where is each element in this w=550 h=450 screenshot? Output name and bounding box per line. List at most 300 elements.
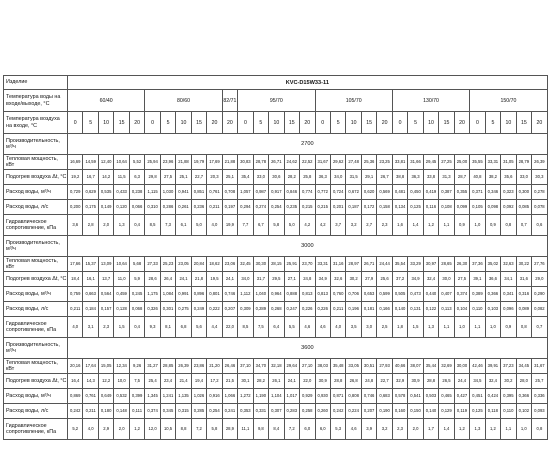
water-temp-label: Температура воды на входе/выходе, °C — [4, 90, 68, 112]
data-cell: 0,9 — [501, 317, 516, 338]
data-cell: 23,96 — [160, 155, 175, 170]
data-cell: 0,9 — [454, 215, 469, 236]
data-cell: 7,5 — [253, 317, 268, 338]
data-cell: 0,729 — [68, 185, 83, 200]
data-cell: 1,115 — [145, 185, 160, 200]
data-cell: 0,242 — [330, 404, 345, 419]
data-cell: 25,8 — [300, 170, 315, 185]
data-row — [4, 389, 548, 404]
row-label: Подогрев воздуха Δt, °C — [4, 170, 68, 185]
data-cell: 30,9 — [408, 374, 423, 389]
data-row — [4, 272, 548, 287]
air-temp-value: 10 — [423, 112, 438, 134]
data-cell: 0,066 — [129, 200, 144, 215]
data-cell: 0,180 — [98, 404, 113, 419]
data-cell: 6,1 — [176, 215, 191, 236]
data-cell: 35,02 — [485, 257, 500, 272]
data-cell: 1,190 — [253, 389, 268, 404]
data-cell: 2,0 — [408, 419, 423, 440]
data-cell: 4,4 — [207, 317, 222, 338]
data-cell: 0,235 — [284, 200, 299, 215]
data-cell: 26,1 — [269, 374, 284, 389]
data-cell: 0,211 — [68, 302, 83, 317]
data-cell: 28,0 — [516, 374, 531, 389]
data-cell: 28,2 — [284, 170, 299, 185]
data-cell: 1,3 — [114, 215, 129, 236]
data-cell: 0,300 — [516, 185, 531, 200]
data-cell: 28,78 — [253, 155, 268, 170]
data-cell: 24,62 — [284, 155, 299, 170]
data-cell: 3,5 — [346, 317, 361, 338]
data-cell: 1,017 — [284, 389, 299, 404]
data-cell: 2,3 — [98, 317, 113, 338]
air-temp-value: 0 — [238, 112, 253, 134]
data-cell: 0,6 — [532, 215, 548, 236]
data-cell: 0,336 — [532, 389, 548, 404]
data-cell: 0,759 — [68, 287, 83, 302]
data-cell: 27,10 — [300, 359, 315, 374]
data-cell: 2,0 — [98, 215, 113, 236]
data-row — [4, 317, 548, 338]
data-cell: 1,0 — [516, 419, 531, 440]
data-cell: 0,451 — [470, 389, 485, 404]
data-cell: 0,089 — [516, 302, 531, 317]
data-cell: 1,030 — [160, 185, 175, 200]
row-label: Гидравлическое сопротивление, кПа — [4, 419, 68, 440]
data-cell: 34,9 — [408, 272, 423, 287]
data-cell: 0,149 — [98, 200, 113, 215]
data-cell: 1,2 — [129, 419, 144, 440]
data-row — [4, 374, 548, 389]
data-cell: 37,2 — [392, 272, 407, 287]
data-cell: 0,238 — [129, 185, 144, 200]
data-cell: 0,395 — [501, 389, 516, 404]
data-cell: 0,211 — [330, 302, 345, 317]
data-cell: 0,249 — [191, 302, 206, 317]
data-cell: 0,366 — [485, 287, 500, 302]
data-cell: 38,8 — [392, 170, 407, 185]
row-label: Тепловая мощность, кВт — [4, 257, 68, 272]
data-cell: 25,1 — [176, 170, 191, 185]
data-cell: 0,207 — [222, 302, 237, 317]
row-label: Тепловая мощность, кВт — [4, 359, 68, 374]
air-temp-value: 5 — [160, 112, 175, 134]
data-cell: 9,3 — [145, 317, 160, 338]
data-cell: 0,197 — [222, 200, 237, 215]
data-cell: 30,1 — [238, 374, 253, 389]
data-cell: 21,20 — [207, 359, 222, 374]
data-cell: 22,0 — [222, 317, 237, 338]
data-cell: 25,94 — [145, 155, 160, 170]
data-cell: 0,096 — [501, 302, 516, 317]
data-cell: 0,599 — [377, 287, 392, 302]
data-cell: 0,290 — [532, 287, 548, 302]
data-cell: 16,69 — [68, 155, 83, 170]
data-cell: 23,25 — [377, 155, 392, 170]
data-cell: 0,196 — [346, 302, 361, 317]
data-cell: 0,082 — [532, 302, 548, 317]
data-cell: 3,2 — [346, 215, 361, 236]
data-cell: 5,68 — [129, 257, 144, 272]
data-cell: 0,672 — [346, 185, 361, 200]
data-cell: 34,0 — [330, 170, 345, 185]
data-cell: 0,260 — [315, 404, 330, 419]
data-cell: 1,084 — [160, 287, 175, 302]
data-cell: 33,31 — [315, 257, 330, 272]
data-cell: 3,2 — [377, 419, 392, 440]
data-cell: 0,316 — [516, 287, 531, 302]
data-cell: 35,44 — [423, 359, 438, 374]
data-cell: 0,131 — [408, 302, 423, 317]
data-row — [4, 215, 548, 236]
data-cell: 31,66 — [408, 155, 423, 170]
data-cell: 4,6 — [346, 419, 361, 440]
data-cell: 0,813 — [300, 287, 315, 302]
data-cell: 5,52 — [129, 155, 144, 170]
data-cell: 30,22 — [516, 257, 531, 272]
data-cell: 31,5 — [346, 170, 361, 185]
data-cell: 4,0 — [68, 317, 83, 338]
data-cell: 0,092 — [501, 200, 516, 215]
data-cell: 37,10 — [238, 359, 253, 374]
data-cell: 0,160 — [392, 404, 407, 419]
data-cell: 35,55 — [470, 155, 485, 170]
data-cell: 20,3 — [207, 170, 222, 185]
data-cell: 26,5 — [439, 374, 454, 389]
data-cell: 25,91 — [284, 257, 299, 272]
data-cell: 0,122 — [423, 302, 438, 317]
data-cell: 0,620 — [361, 185, 376, 200]
data-cell: 0,261 — [176, 200, 191, 215]
data-cell: 0,116 — [423, 200, 438, 215]
data-cell: 0,310 — [145, 200, 160, 215]
data-cell: 0,211 — [83, 404, 98, 419]
data-cell: 0,125 — [470, 404, 485, 419]
data-cell: 31,67 — [315, 155, 330, 170]
data-cell: 0,105 — [470, 200, 485, 215]
row-label: Тепловая мощность, кВт — [4, 155, 68, 170]
data-row — [4, 257, 548, 272]
data-cell: 4,2 — [315, 215, 330, 236]
data-cell: 0,307 — [269, 404, 284, 419]
data-cell: 0,102 — [516, 404, 531, 419]
data-cell: 19,2 — [68, 170, 83, 185]
data-cell: 0,407 — [439, 287, 454, 302]
data-cell: 0,111 — [129, 404, 144, 419]
data-cell: 0,355 — [454, 185, 469, 200]
data-cell: 0,450 — [408, 185, 423, 200]
data-cell: 0,930 — [315, 389, 330, 404]
data-cell: 7,7 — [238, 215, 253, 236]
data-cell: 17,2 — [207, 374, 222, 389]
data-cell: 26,4 — [160, 272, 175, 287]
data-cell: 35,6 — [501, 170, 516, 185]
data-cell: 0,929 — [300, 389, 315, 404]
data-cell: 1,1 — [501, 419, 516, 440]
data-cell: 32,9 — [392, 374, 407, 389]
data-cell: 0,201 — [330, 200, 345, 215]
air-temp-value: 5 — [83, 112, 98, 134]
data-cell: 8,5 — [145, 215, 160, 236]
air-temp-value: 0 — [470, 112, 485, 134]
air-temp-value: 20 — [207, 112, 222, 134]
data-cell: 31,67 — [532, 359, 548, 374]
data-cell: 31,05 — [501, 155, 516, 170]
data-cell: 11,1 — [238, 419, 253, 440]
data-cell: 32,6 — [330, 272, 345, 287]
data-cell: 6,0 — [315, 419, 330, 440]
air-temp-value: 20 — [454, 112, 469, 134]
data-cell: 1,040 — [253, 287, 268, 302]
data-cell: 1,272 — [238, 389, 253, 404]
data-cell: 22,52 — [300, 155, 315, 170]
data-row — [4, 200, 548, 215]
air-temp-value: 5 — [485, 112, 500, 134]
data-cell: 29,64 — [284, 359, 299, 374]
data-cell: 0,4 — [129, 317, 144, 338]
data-cell: 7,3 — [160, 215, 175, 236]
data-cell: 0,254 — [207, 404, 222, 419]
data-cell: 0,964 — [269, 287, 284, 302]
data-cell: 0,541 — [408, 389, 423, 404]
data-cell: 23,70 — [300, 257, 315, 272]
data-cell: 17,64 — [83, 359, 98, 374]
data-cell: 0,226 — [315, 302, 330, 317]
data-cell: 0,869 — [68, 389, 83, 404]
data-cell: 1,7 — [423, 419, 438, 440]
water-temp-group: 95/70 — [238, 90, 315, 112]
productivity-row — [4, 236, 548, 257]
data-cell: 0,374 — [454, 287, 469, 302]
data-cell: 38,07 — [408, 359, 423, 374]
data-cell: 0,158 — [377, 200, 392, 215]
data-cell: 34,70 — [253, 359, 268, 374]
data-cell: 0,532 — [114, 389, 129, 404]
data-cell: 34,5 — [470, 374, 485, 389]
data-cell: 4,0 — [83, 419, 98, 440]
data-cell: 5,0 — [284, 215, 299, 236]
data-cell: 12,2 — [98, 374, 113, 389]
data-cell: 33,81 — [392, 155, 407, 170]
data-cell: 0,283 — [284, 404, 299, 419]
data-cell: 0,103 — [485, 302, 500, 317]
air-temp-value: 10 — [501, 112, 516, 134]
data-cell: 7,5 — [129, 374, 144, 389]
data-row — [4, 170, 548, 185]
data-cell: 31,6 — [516, 272, 531, 287]
data-cell: 34,1 — [501, 272, 516, 287]
data-cell: 0,129 — [439, 404, 454, 419]
data-cell: 32,69 — [439, 359, 454, 374]
air-temp-value: 20 — [129, 112, 144, 134]
data-cell: 1,4 — [439, 419, 454, 440]
data-cell: 1,4 — [408, 215, 423, 236]
data-cell: 0,118 — [485, 404, 500, 419]
productivity-label: Производительность, м³/ч — [4, 338, 68, 359]
data-cell: 4,2 — [300, 215, 315, 236]
data-cell: 26,30 — [454, 257, 469, 272]
data-cell: 0,245 — [129, 287, 144, 302]
productivity-row — [4, 338, 548, 359]
data-cell: 0,242 — [68, 404, 83, 419]
water-temp-group: 80/60 — [145, 90, 222, 112]
air-temp-value: 15 — [516, 112, 531, 134]
data-cell: 36,3 — [315, 170, 330, 185]
data-cell: 30,3 — [532, 170, 548, 185]
data-cell: 0,801 — [207, 287, 222, 302]
spec-table-container — [3, 75, 547, 440]
data-cell: 0,888 — [284, 287, 299, 302]
data-cell: 0,140 — [423, 404, 438, 419]
data-cell: 23,4 — [160, 374, 175, 389]
data-cell: 26,71 — [269, 155, 284, 170]
data-cell: 28,15 — [269, 257, 284, 272]
data-cell: 0,724 — [330, 185, 345, 200]
data-row — [4, 419, 548, 440]
data-cell: 1,0 — [485, 317, 500, 338]
data-cell: 0,505 — [392, 287, 407, 302]
data-cell: 25,00 — [454, 155, 469, 170]
air-temp-label: Температура воздуха на входе, °C — [4, 112, 68, 134]
data-cell: 1,2 — [423, 215, 438, 236]
data-cell: 1,104 — [269, 389, 284, 404]
air-temp-value: 10 — [176, 112, 191, 134]
data-cell: 3,1 — [83, 317, 98, 338]
data-cell: 28,8 — [423, 374, 438, 389]
data-cell: 0,289 — [253, 302, 268, 317]
productivity-value: 2700 — [68, 134, 548, 155]
data-cell: 4,0 — [330, 317, 345, 338]
header-row-water-temp — [4, 90, 548, 112]
data-cell: 26,46 — [222, 359, 237, 374]
data-cell: 0,184 — [83, 302, 98, 317]
data-cell: 17,69 — [207, 155, 222, 170]
data-cell: 27,93 — [377, 359, 392, 374]
data-cell: 0,473 — [408, 287, 423, 302]
data-cell: 33,0 — [516, 170, 531, 185]
row-label: Расход воды, м³/ч — [4, 185, 68, 200]
data-cell: 0,200 — [68, 200, 83, 215]
air-temp-value: 5 — [330, 112, 345, 134]
data-cell: 28,8 — [330, 374, 345, 389]
data-cell: 13,7 — [98, 272, 113, 287]
data-cell: 3,0 — [361, 317, 376, 338]
data-cell: 27,5 — [160, 170, 175, 185]
air-temp-value: 15 — [284, 112, 299, 134]
data-cell: 0,134 — [392, 200, 407, 215]
data-cell: 3,7 — [330, 215, 345, 236]
data-cell: 5,3 — [330, 419, 345, 440]
data-cell: 0,125 — [408, 200, 423, 215]
air-temp-value: 5 — [253, 112, 268, 134]
data-cell: 0,140 — [392, 302, 407, 317]
data-cell: 4,6 — [300, 317, 315, 338]
data-cell: 1,066 — [222, 389, 237, 404]
data-cell: 25,7 — [532, 374, 548, 389]
data-cell: 0,331 — [253, 404, 268, 419]
data-cell: 35,4 — [238, 170, 253, 185]
data-cell: 12,0 — [145, 419, 160, 440]
data-cell: 1,3 — [470, 419, 485, 440]
data-cell: 1,0 — [454, 317, 469, 338]
data-cell: 0,323 — [501, 185, 516, 200]
air-temp-value: 0 — [315, 112, 330, 134]
data-cell: 0,9 — [485, 215, 500, 236]
data-cell: 20,16 — [68, 359, 83, 374]
data-cell: 15,37 — [83, 257, 98, 272]
data-cell: 0,481 — [392, 185, 407, 200]
data-cell: 0,113 — [439, 302, 454, 317]
data-cell: 2,8 — [83, 215, 98, 236]
data-cell: 28,79 — [516, 155, 531, 170]
data-cell: 0,120 — [114, 200, 129, 215]
data-cell: 0,465 — [439, 389, 454, 404]
air-temp-value: 0 — [392, 112, 407, 134]
data-cell: 28,85 — [160, 359, 175, 374]
air-temp-value: 10 — [98, 112, 113, 134]
air-temp-value: 0 — [68, 112, 83, 134]
data-cell: 11,0 — [114, 272, 129, 287]
data-cell: 39,1 — [470, 272, 485, 287]
data-cell: 0,366 — [516, 389, 531, 404]
data-cell: 0,941 — [176, 185, 191, 200]
data-cell: 5,2 — [68, 419, 83, 440]
data-cell: 21,88 — [222, 155, 237, 170]
data-cell: 0,068 — [129, 302, 144, 317]
data-cell: 24,44 — [377, 257, 392, 272]
data-cell: 31,27 — [145, 359, 160, 374]
data-cell: 30,0 — [439, 272, 454, 287]
data-cell: 0,157 — [98, 302, 113, 317]
data-cell: 0,706 — [346, 287, 361, 302]
data-cell: 0,761 — [83, 389, 98, 404]
data-cell: 28,2 — [253, 374, 268, 389]
data-cell: 7,2 — [284, 419, 299, 440]
data-cell: 0,772 — [315, 185, 330, 200]
data-cell: 3,9 — [361, 419, 376, 440]
data-cell: 22,0 — [300, 374, 315, 389]
data-cell: 0,813 — [315, 287, 330, 302]
data-cell: 0,4 — [129, 215, 144, 236]
data-row — [4, 359, 548, 374]
air-temp-value: 15 — [191, 112, 206, 134]
air-temp-value: 0 — [145, 112, 160, 134]
data-cell: 29,0 — [532, 272, 548, 287]
data-cell: 21,4 — [176, 374, 191, 389]
data-row — [4, 155, 548, 170]
data-cell: 27,33 — [145, 257, 160, 272]
data-cell: 15,05 — [98, 359, 113, 374]
data-cell: 0,315 — [176, 404, 191, 419]
data-cell: 0,241 — [222, 404, 237, 419]
data-cell: 0,181 — [361, 302, 376, 317]
spec-table — [3, 75, 548, 440]
water-temp-group: 60/40 — [68, 90, 145, 112]
data-cell: 19,4 — [191, 374, 206, 389]
data-cell: 0,211 — [207, 200, 222, 215]
row-label: Расход воды, л/с — [4, 302, 68, 317]
data-cell: 30,9 — [315, 374, 330, 389]
data-cell: 22,7 — [191, 170, 206, 185]
data-cell: 0,629 — [83, 185, 98, 200]
data-cell: 2,3 — [392, 419, 407, 440]
data-cell: 26,8 — [346, 374, 361, 389]
data-cell: 0,371 — [470, 185, 485, 200]
data-cell: 0,346 — [485, 185, 500, 200]
data-cell: 35,54 — [392, 257, 407, 272]
data-cell: 28,97 — [346, 257, 361, 272]
data-cell: 27,25 — [439, 155, 454, 170]
